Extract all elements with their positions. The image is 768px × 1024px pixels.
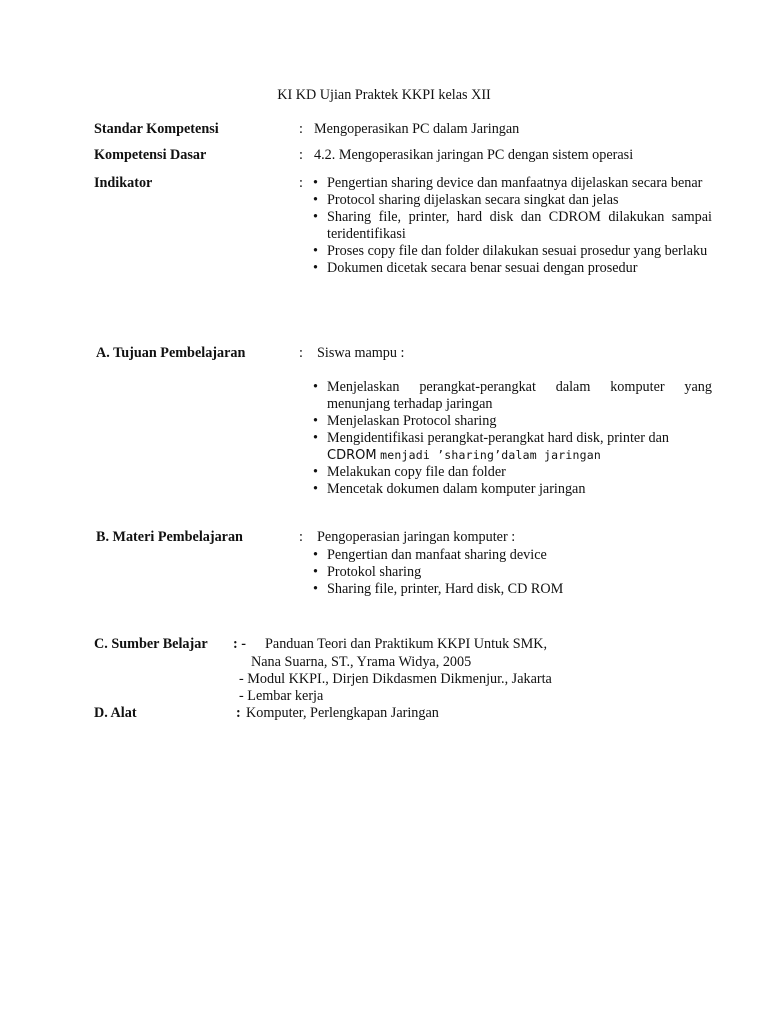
sumber-line-3: - Modul KKPI., Dirjen Dikdasmen Dikmenjur., Jakarta [239,671,552,687]
sumber-line-2: Nana Suarna, ST., Yrama Widya, 2005 [251,654,472,670]
tujuan-pembelajaran-intro: Siswa mampu : [317,345,405,361]
alat-value: Komputer, Perlengkapan Jaringan [246,705,439,721]
alat-label: D. Alat [94,705,137,721]
list-item [313,260,712,277]
sumber-line-4: - Lembar kerja [239,688,324,704]
tujuan-pembelajaran-colon: : [299,345,303,361]
materi-list [313,547,712,598]
list-item-text: Protokol sharing [327,564,422,580]
list-item [313,209,712,243]
indikator-colon: : [299,175,303,191]
materi-pembelajaran-intro: Pengoperasian jaringan komputer : [317,529,516,545]
kompetensi-dasar-colon: : [299,147,303,163]
cdrom-text: CDROM [327,448,377,463]
alat-colon: : [236,705,241,721]
list-item [313,564,712,581]
standar-kompetensi-colon: : [299,121,303,137]
bullet-icon: • [313,209,318,225]
list-item [313,192,712,209]
bullet-icon: • [313,481,318,497]
list-item-text: Mengidentifikasi perangkat-perangkat hard disk, printer dan [327,430,669,446]
bullet-icon: • [313,581,318,597]
bullet-icon: • [313,413,318,429]
materi-pembelajaran-colon: : [299,529,303,545]
list-item [313,430,712,464]
sumber-belajar-label: C. Sumber Belajar [94,636,208,652]
sumber-line-1: Panduan Teori dan Praktikum KKPI Untuk SMK, [265,636,548,652]
sharing-text: menjadi ’sharing’dalam jaringan [380,448,601,462]
tujuan-list [313,379,712,498]
materi-pembelajaran-label: B. Materi Pembelajaran [96,529,243,545]
list-item-text: Mencetak dokumen dalam komputer jaringan [327,481,586,497]
indikator-list [313,175,712,277]
list-item [313,413,712,430]
list-item-text: Sharing file, printer, hard disk dan CDROM dilakukan sampai teridentifikasi [327,209,712,242]
list-item [313,481,712,498]
list-item-text: Pengertian sharing device dan manfaatnya dijelaskan secara benar [327,175,703,191]
list-item [313,547,712,564]
bullet-icon: • [313,564,318,580]
bullet-icon: • [313,430,318,446]
sumber-belajar-colon: : - [233,636,246,652]
standar-kompetensi-label: Standar Kompetensi [94,121,219,137]
bullet-icon: • [313,260,318,276]
list-item-text: Dokumen dicetak secara benar sesuai dengan prosedur [327,260,638,276]
list-item-text: Protocol sharing dijelaskan secara singkat dan jelas [327,192,619,208]
bullet-icon: • [313,379,318,395]
kompetensi-dasar-value: 4.2. Mengoperasikan jaringan PC dengan sistem operasi [314,147,634,163]
list-item [313,175,712,192]
list-item [313,464,712,481]
list-item-text: Menjelaskan perangkat-perangkat dalam komputer yang menunjang terhadap jaringan [327,379,712,412]
bullet-icon: • [313,175,318,191]
bullet-icon: • [313,547,318,563]
standar-kompetensi-value: Mengoperasikan PC dalam Jaringan [314,121,520,137]
list-item-text: Pengertian dan manfaat sharing device [327,547,547,563]
list-item-text: Melakukan copy file dan folder [327,464,506,480]
document-title: KI KD Ujian Praktek KKPI kelas XII [277,87,491,103]
list-item [313,379,712,413]
kompetensi-dasar-label: Kompetensi Dasar [94,147,207,163]
list-item [313,243,712,260]
list-item-text: Sharing file, printer, Hard disk, CD ROM [327,581,564,597]
tujuan-pembelajaran-label: A. Tujuan Pembelajaran [96,345,246,361]
bullet-icon: • [313,464,318,480]
list-item-text: Proses copy file dan folder dilakukan sesuai prosedur yang berlaku [327,243,708,259]
list-item [313,581,712,598]
bullet-icon: • [313,192,318,208]
list-item-text: Menjelaskan Protocol sharing [327,413,497,429]
indikator-label: Indikator [94,175,153,191]
bullet-icon: • [313,243,318,259]
